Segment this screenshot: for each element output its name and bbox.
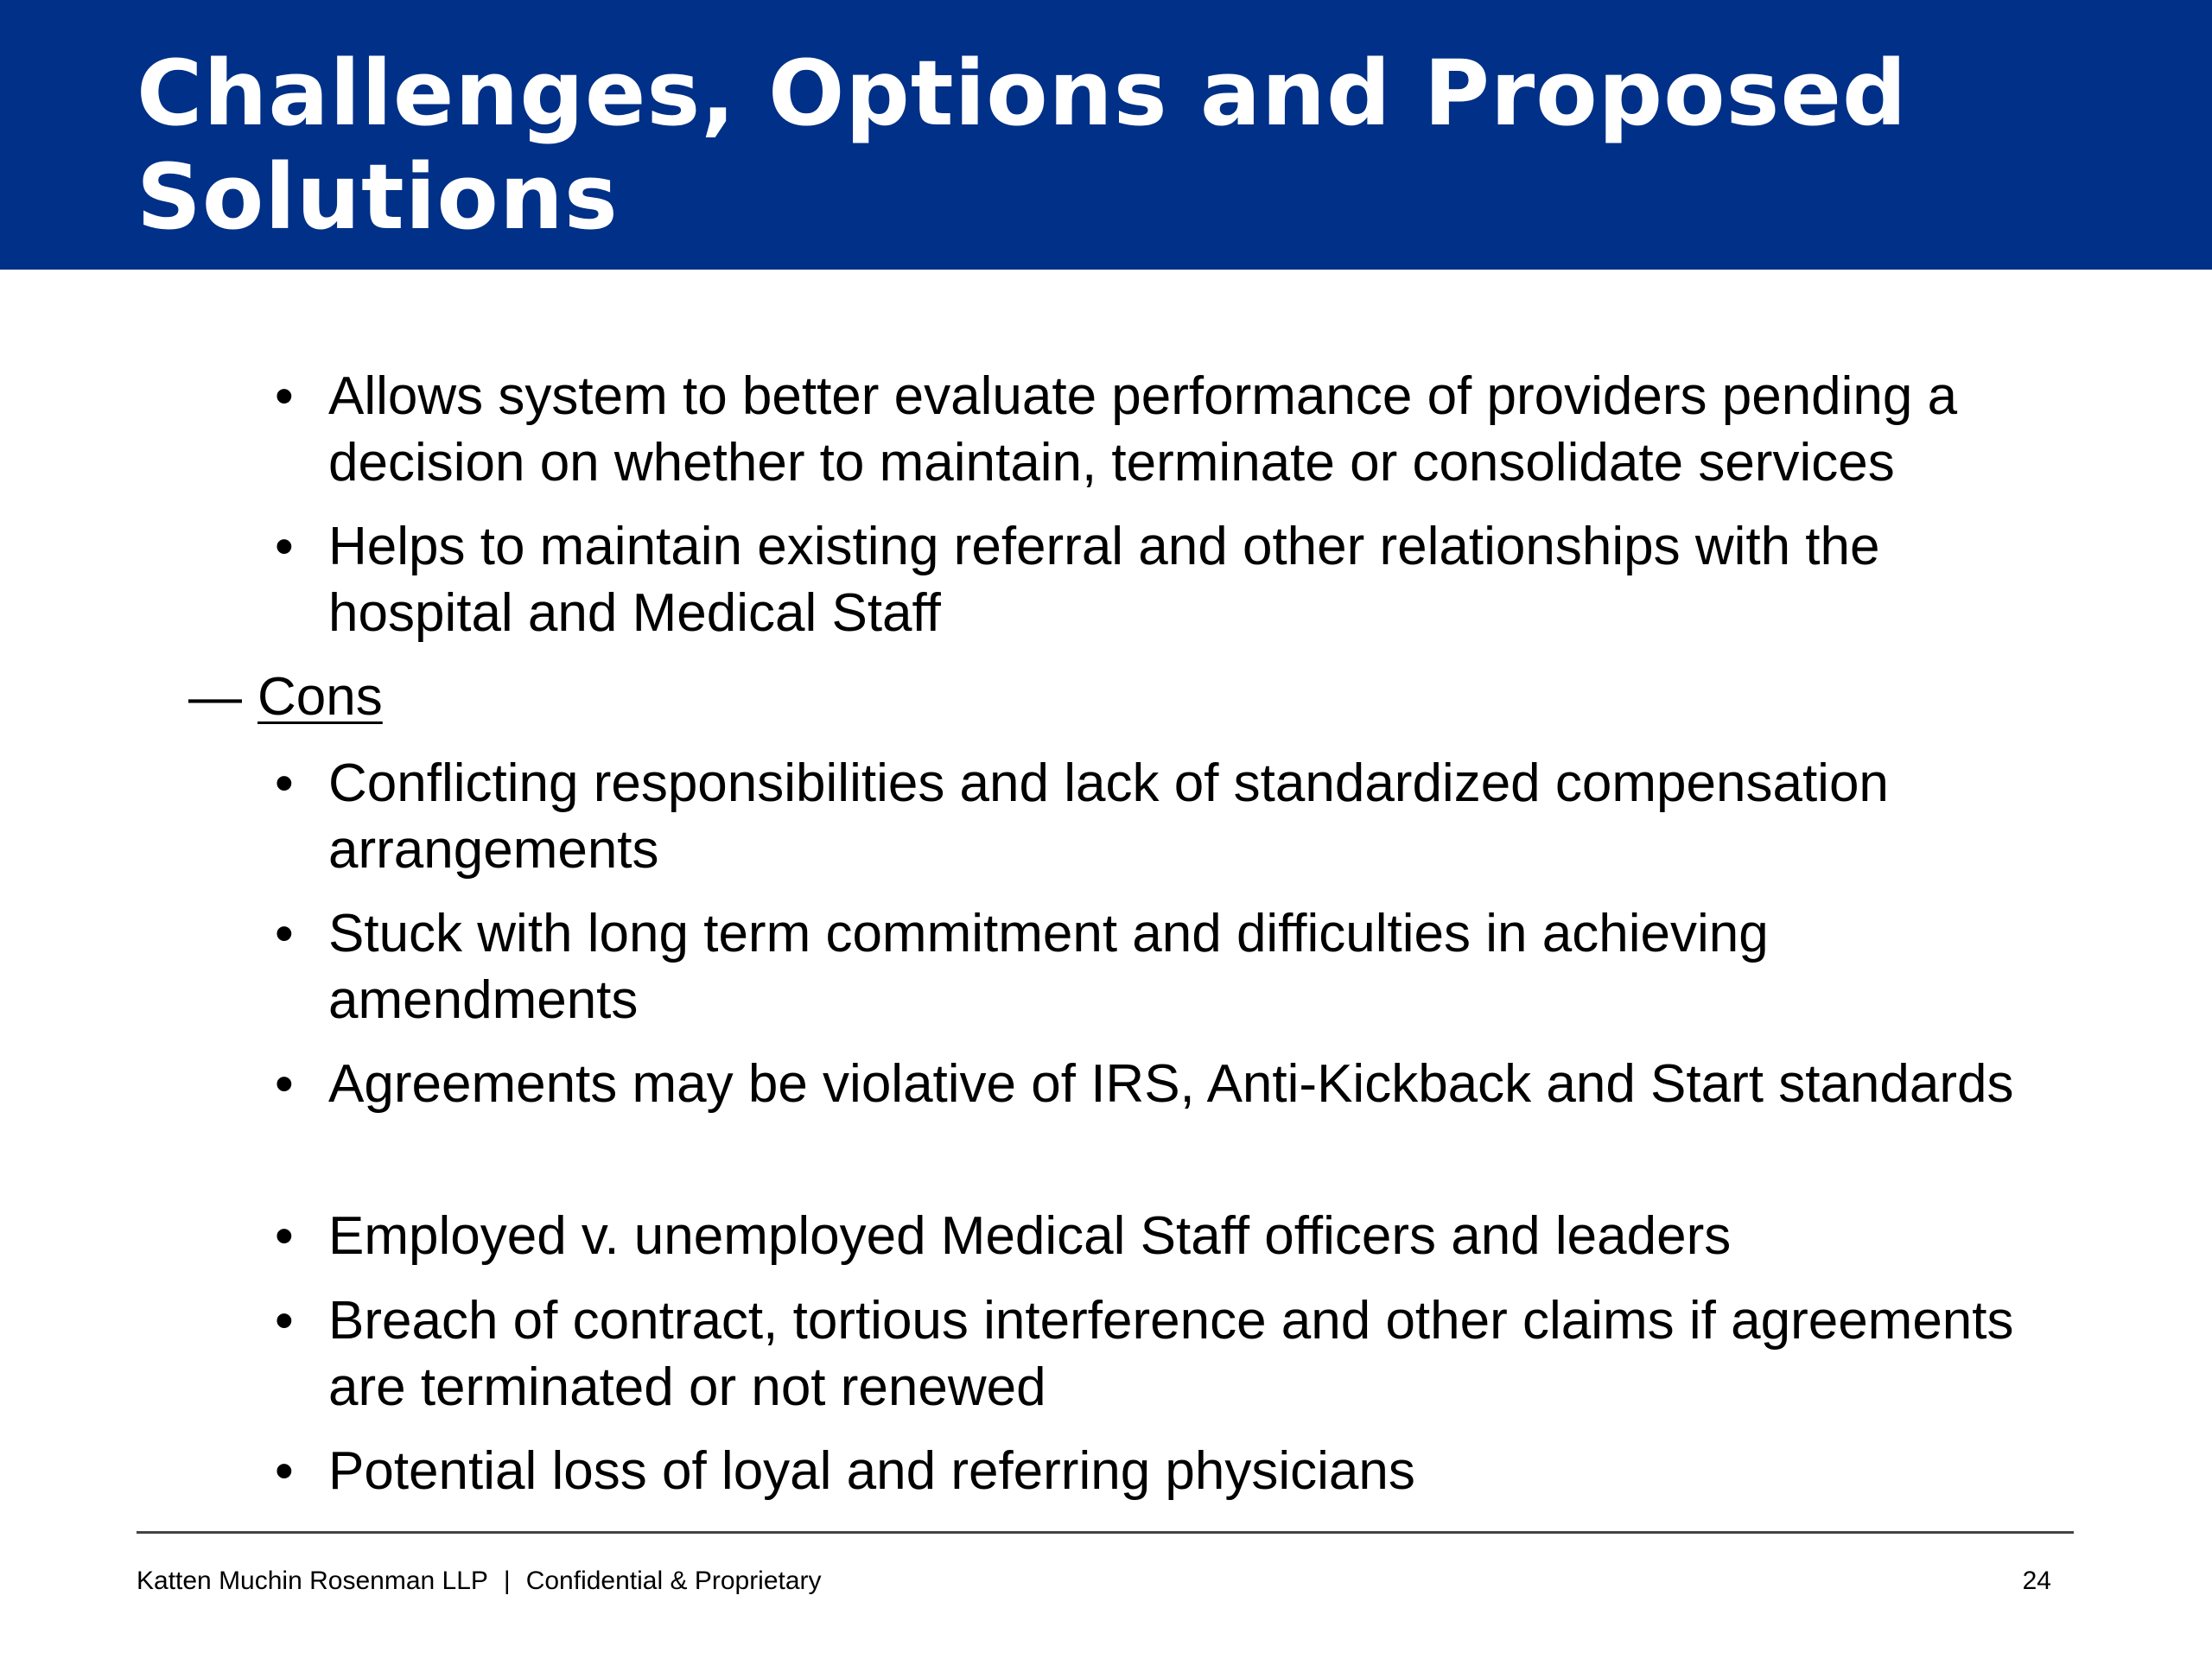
bullet-item-referral-relationships [275,513,2055,646]
bullet-text: Allows system to better evaluate performance of providers pending a decision on whether to maintain, terminate or consolidate services [328,366,1958,493]
bullet-icon: • [275,1206,294,1266]
bullet-item-conflicting-responsibilities [275,750,2055,883]
footer-confidentiality: Confidential & Proprietary [525,1567,822,1595]
footer-divider [137,1531,2074,1534]
dash-marker: — [188,667,242,727]
bullet-text: Potential loss of loyal and referring physicians [328,1441,1415,1501]
bullet-text: Helps to maintain existing referral and other relationships with the hospital and Medical Staff [328,517,1880,643]
bullet-item-breach-of-contract [275,1287,2055,1421]
bullet-icon: • [275,753,294,813]
bullet-icon: • [275,1441,294,1501]
bullet-icon: • [275,366,294,426]
bullet-item-violative-agreements [275,1051,2055,1117]
bullet-icon: • [275,1291,294,1351]
bullet-item-loss-of-physicians [275,1438,2055,1504]
footer-separator: | [503,1567,511,1595]
page-number: 24 [2022,1567,2051,1595]
bullet-icon: • [275,904,294,963]
cons-label: Cons [257,667,383,727]
footer-text [137,1566,822,1597]
cons-heading [188,664,383,730]
bullet-text: Conflicting responsibilities and lack of standardized compensation arrangements [328,753,1889,880]
bullet-item-employed-vs-unemployed [275,1203,2055,1269]
footer-firm-name: Katten Muchin Rosenman LLP [137,1567,488,1595]
slide-title: Challenges, Options and Proposed Solutions [137,41,1908,250]
bullet-icon: • [275,1054,294,1114]
bullet-text: Agreements may be violative of IRS, Anti-Kickback and Start standards [328,1054,2014,1114]
bullet-text: Breach of contract, tortious interference and other claims if agreements are terminated or not renewed [328,1291,2014,1417]
bullet-item-evaluate-performance [275,363,2055,496]
bullet-icon: • [275,517,294,576]
bullet-item-long-term-commitment [275,900,2055,1033]
bullet-text: Stuck with long term commitment and difficulties in achieving amendments [328,904,1769,1030]
bullet-text: Employed v. unemployed Medical Staff officers and leaders [328,1206,1732,1266]
